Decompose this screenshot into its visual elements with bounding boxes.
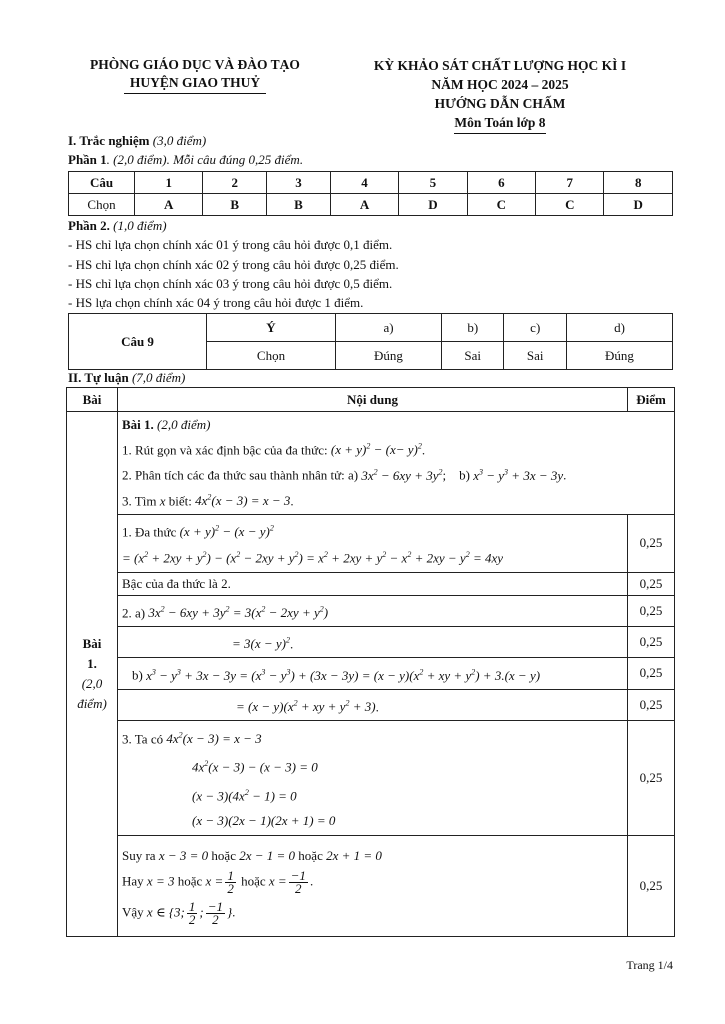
solution-2a-result: = $3(x - y)^2$. xyxy=(118,626,628,657)
tf-answer-cell: Sai xyxy=(504,342,567,370)
tf-answer-cell: Đúng xyxy=(566,342,672,370)
answer-cell: B xyxy=(267,194,331,216)
solution-2b: b) $x^3 - y^3 + 3x - 3y = (x^3 - y^3) + (3x - 3y) = (x - y)(x^2$ + xy + $y^2) + 3.(x - y)$ xyxy=(118,658,628,689)
part2-heading: Phần 2. (1,0 điểm) xyxy=(68,218,167,233)
department-name: PHÒNG GIÁO DỤC VÀ ĐÀO TẠO xyxy=(90,57,300,72)
item-cell: b) xyxy=(441,314,504,342)
question9-cell: Câu 9 xyxy=(69,314,207,370)
page-number: Trang 1/4 xyxy=(626,958,673,972)
answer-cell: D xyxy=(604,194,673,216)
degree-row: Bậc của đa thức là 2. xyxy=(118,572,628,595)
rule-line: - HS lựa chọn chính xác 04 ý trong câu hỏi được 1 điểm. xyxy=(68,295,364,310)
bai-label-cell: Bài 1. (2,0 điểm) xyxy=(67,412,118,937)
question-cell: 8 xyxy=(604,172,673,194)
section1-heading: I. Trắc nghiệm (3,0 điểm) xyxy=(68,133,207,148)
score-cell: 0,25 xyxy=(628,514,675,572)
item-cell: d) xyxy=(566,314,672,342)
question-cell: 6 xyxy=(467,172,535,194)
answer-cell: B xyxy=(203,194,267,216)
score-cell: 0,25 xyxy=(628,658,675,689)
table-header-chon: Chọn xyxy=(69,194,135,216)
question-cell: 1 xyxy=(135,172,203,194)
guide-title: HƯỚNG DẪN CHẤM xyxy=(434,96,566,111)
answer-cell: A xyxy=(135,194,203,216)
rule-line: - HS chỉ lựa chọn chính xác 02 ý trong câu hỏi được 0,25 điểm. xyxy=(68,257,399,272)
school-year: NĂM HỌC 2024 – 2025 xyxy=(431,77,569,92)
district-name: HUYỆN GIAO THUỶ xyxy=(124,74,266,94)
solution-3-conclusion: Suy ra x − 3 = 0 hoặc 2x − 1 = 0 hoặc 2x + 1 = 0 Hay x = 3 hoặc x = $\frac{1}{2}$ hoặc x = $\frac{-1}{2}$ . Vậy x ∈ {3; $\frac{1}{2}$ ; $\frac{-1}{2}$ }. xyxy=(118,835,628,936)
answer-cell: D xyxy=(399,194,467,216)
answer-cell: C xyxy=(467,194,535,216)
table-header-cau: Câu xyxy=(69,172,135,194)
solution-1: 1. Đa thức $(x + y)^2 - (x - y)^2$ = $(x^2 + 2xy + y^2) - (x^2 - 2xy + y^2) = x^2 + 2xy + y^2 - x^2 + 2xy - y^2 = 4xy$ xyxy=(118,514,628,572)
multiple-choice-table xyxy=(68,171,673,216)
rule-line: - HS chỉ lựa chọn chính xác 01 ý trong câu hỏi được 0,1 điểm. xyxy=(68,237,393,252)
solution-2b-result: = $(x - y)(x^2$ + xy + $y^2 + 3$). xyxy=(118,689,628,720)
col-content-header: Nội dung xyxy=(118,388,628,412)
score-cell: 0,25 xyxy=(628,595,675,626)
true-false-table xyxy=(68,313,673,370)
tf-answer-cell: Đúng xyxy=(336,342,442,370)
score-cell: 0,25 xyxy=(628,626,675,657)
score-cell: 0,25 xyxy=(628,835,675,936)
answer-cell: A xyxy=(330,194,398,216)
col-score-header: Điểm xyxy=(628,388,675,412)
part1-heading: Phần 1. (2,0 điểm). Mỗi câu đúng 0,25 điểm. xyxy=(68,152,304,167)
col-y-header: Ý xyxy=(207,314,336,342)
item-cell: c) xyxy=(504,314,567,342)
subject-title: Môn Toán lớp 8 xyxy=(454,113,545,134)
section2-heading: II. Tự luận (7,0 điểm) xyxy=(68,370,186,385)
problem-statement: Bài 1. (2,0 điểm) 1. Rút gọn và xác định bậc của đa thức: $(x + y)^2 - (x- y)^2$. 2. Phân tích các đa thức sau thành nhân tử: a) $3x^2 - 6xy + 3y^2$; b) $x^3 - y^3 + 3x - 3y$. 3. Tìm x biết: $4x^2(x - 3) = x - 3$. xyxy=(118,412,675,515)
answer-cell: C xyxy=(536,194,604,216)
item-cell: a) xyxy=(336,314,442,342)
essay-answer-table xyxy=(66,387,675,937)
question-cell: 4 xyxy=(330,172,398,194)
question-cell: 3 xyxy=(267,172,331,194)
header-left xyxy=(60,56,330,94)
rule-line: - HS chỉ lựa chọn chính xác 03 ý trong câu hỏi được 0,5 điểm. xyxy=(68,276,393,291)
question-cell: 2 xyxy=(203,172,267,194)
exam-title: KỲ KHẢO SÁT CHẤT LƯỢNG HỌC KÌ I xyxy=(373,58,627,73)
score-cell: 0,25 xyxy=(628,720,675,835)
solution-3: 3. Ta có $4x^2(x - 3) = x - 3$ $4x^2(x - 3) - (x - 3) = 0$ $(x - 3)(4x^2 - 1) = 0$ (x − 3)(2x − 1)(2x + 1) = 0 xyxy=(118,720,628,835)
question-cell: 7 xyxy=(536,172,604,194)
col-chon-header: Chọn xyxy=(207,342,336,370)
header-right xyxy=(345,56,655,134)
col-bai-header: Bài xyxy=(67,388,118,412)
question-cell: 5 xyxy=(399,172,467,194)
score-cell: 0,25 xyxy=(628,572,675,595)
tf-answer-cell: Sai xyxy=(441,342,504,370)
score-cell: 0,25 xyxy=(628,689,675,720)
solution-2a: 2. a) $3x^2 - 6xy + 3y^2 = 3(x^2 - 2xy + y^2)$ xyxy=(118,595,628,626)
